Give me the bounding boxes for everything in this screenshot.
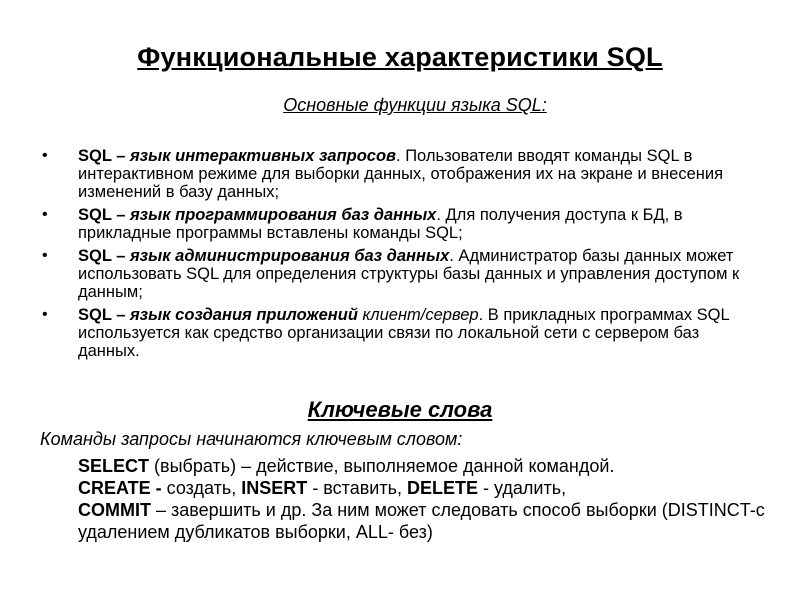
bullet-role: язык администрирования баз данных xyxy=(129,247,450,265)
bullet-text: . Пользователи вводят команды SQL в интерактивном режиме для выборки данных, отображения их на экране и внесения изменений в базу данных; xyxy=(78,147,724,201)
keyword-insert: INSERT xyxy=(241,478,308,498)
bullet-role: язык создания приложений xyxy=(129,306,358,324)
bullet-role: язык интерактивных запросов xyxy=(129,147,397,165)
list-item xyxy=(40,206,760,242)
keyword-select: SELECT xyxy=(78,456,150,476)
bullet-text: . Администратор базы данных может использовать SQL для определения структуры базы данных и управления доступом к данным; xyxy=(78,247,740,301)
list-item xyxy=(40,247,760,301)
bullet-text: . Для получения доступа к БД, в прикладные программы вставлены команды SQL; xyxy=(78,206,683,242)
keywords-lead: Команды запросы начинаются ключевым словом: xyxy=(40,429,463,449)
bullet-term: SQL – xyxy=(78,147,130,165)
bullet-icon: • xyxy=(42,306,48,323)
keyword-commit-desc: – завершить и др. За ним может следовать способ выборки (DISTINCT-с удалением дубликатов выборки, ALL- без) xyxy=(78,500,765,542)
bullet-icon: • xyxy=(42,147,48,164)
keyword-insert-desc: - вставить, xyxy=(307,478,407,498)
keyword-delete: DELETE xyxy=(406,478,478,498)
bullet-term: SQL – xyxy=(78,206,130,224)
subtitle: Основные функции языка SQL: xyxy=(283,95,547,115)
bullet-text: . В прикладных программах SQL используется как средство организации связи по локальной сети с сервером баз данных. xyxy=(78,306,730,360)
keyword-create-sep: - xyxy=(150,478,167,498)
bullet-term: SQL – xyxy=(78,306,130,324)
page-title: Функциональные характеристики SQL xyxy=(137,42,663,72)
list-item xyxy=(40,306,760,360)
bullet-icon: • xyxy=(42,247,48,264)
keyword-create-desc: создать, xyxy=(166,478,242,498)
keywords-description xyxy=(78,455,768,543)
bullet-role: язык программирования баз данных xyxy=(129,206,437,224)
bullet-term: SQL – xyxy=(78,247,130,265)
functions-list xyxy=(40,147,760,365)
list-item xyxy=(40,147,760,201)
keyword-commit: COMMIT xyxy=(78,500,151,520)
bullet-icon: • xyxy=(42,206,48,223)
bullet-role-suffix: клиент/сервер xyxy=(357,306,479,324)
keywords-heading: Ключевые слова xyxy=(307,397,493,422)
keyword-create: CREATE xyxy=(78,478,151,498)
keyword-delete-desc: - удалить, xyxy=(477,478,567,498)
keyword-select-desc: (выбрать) – действие, выполняемое данной командой. xyxy=(149,456,615,476)
